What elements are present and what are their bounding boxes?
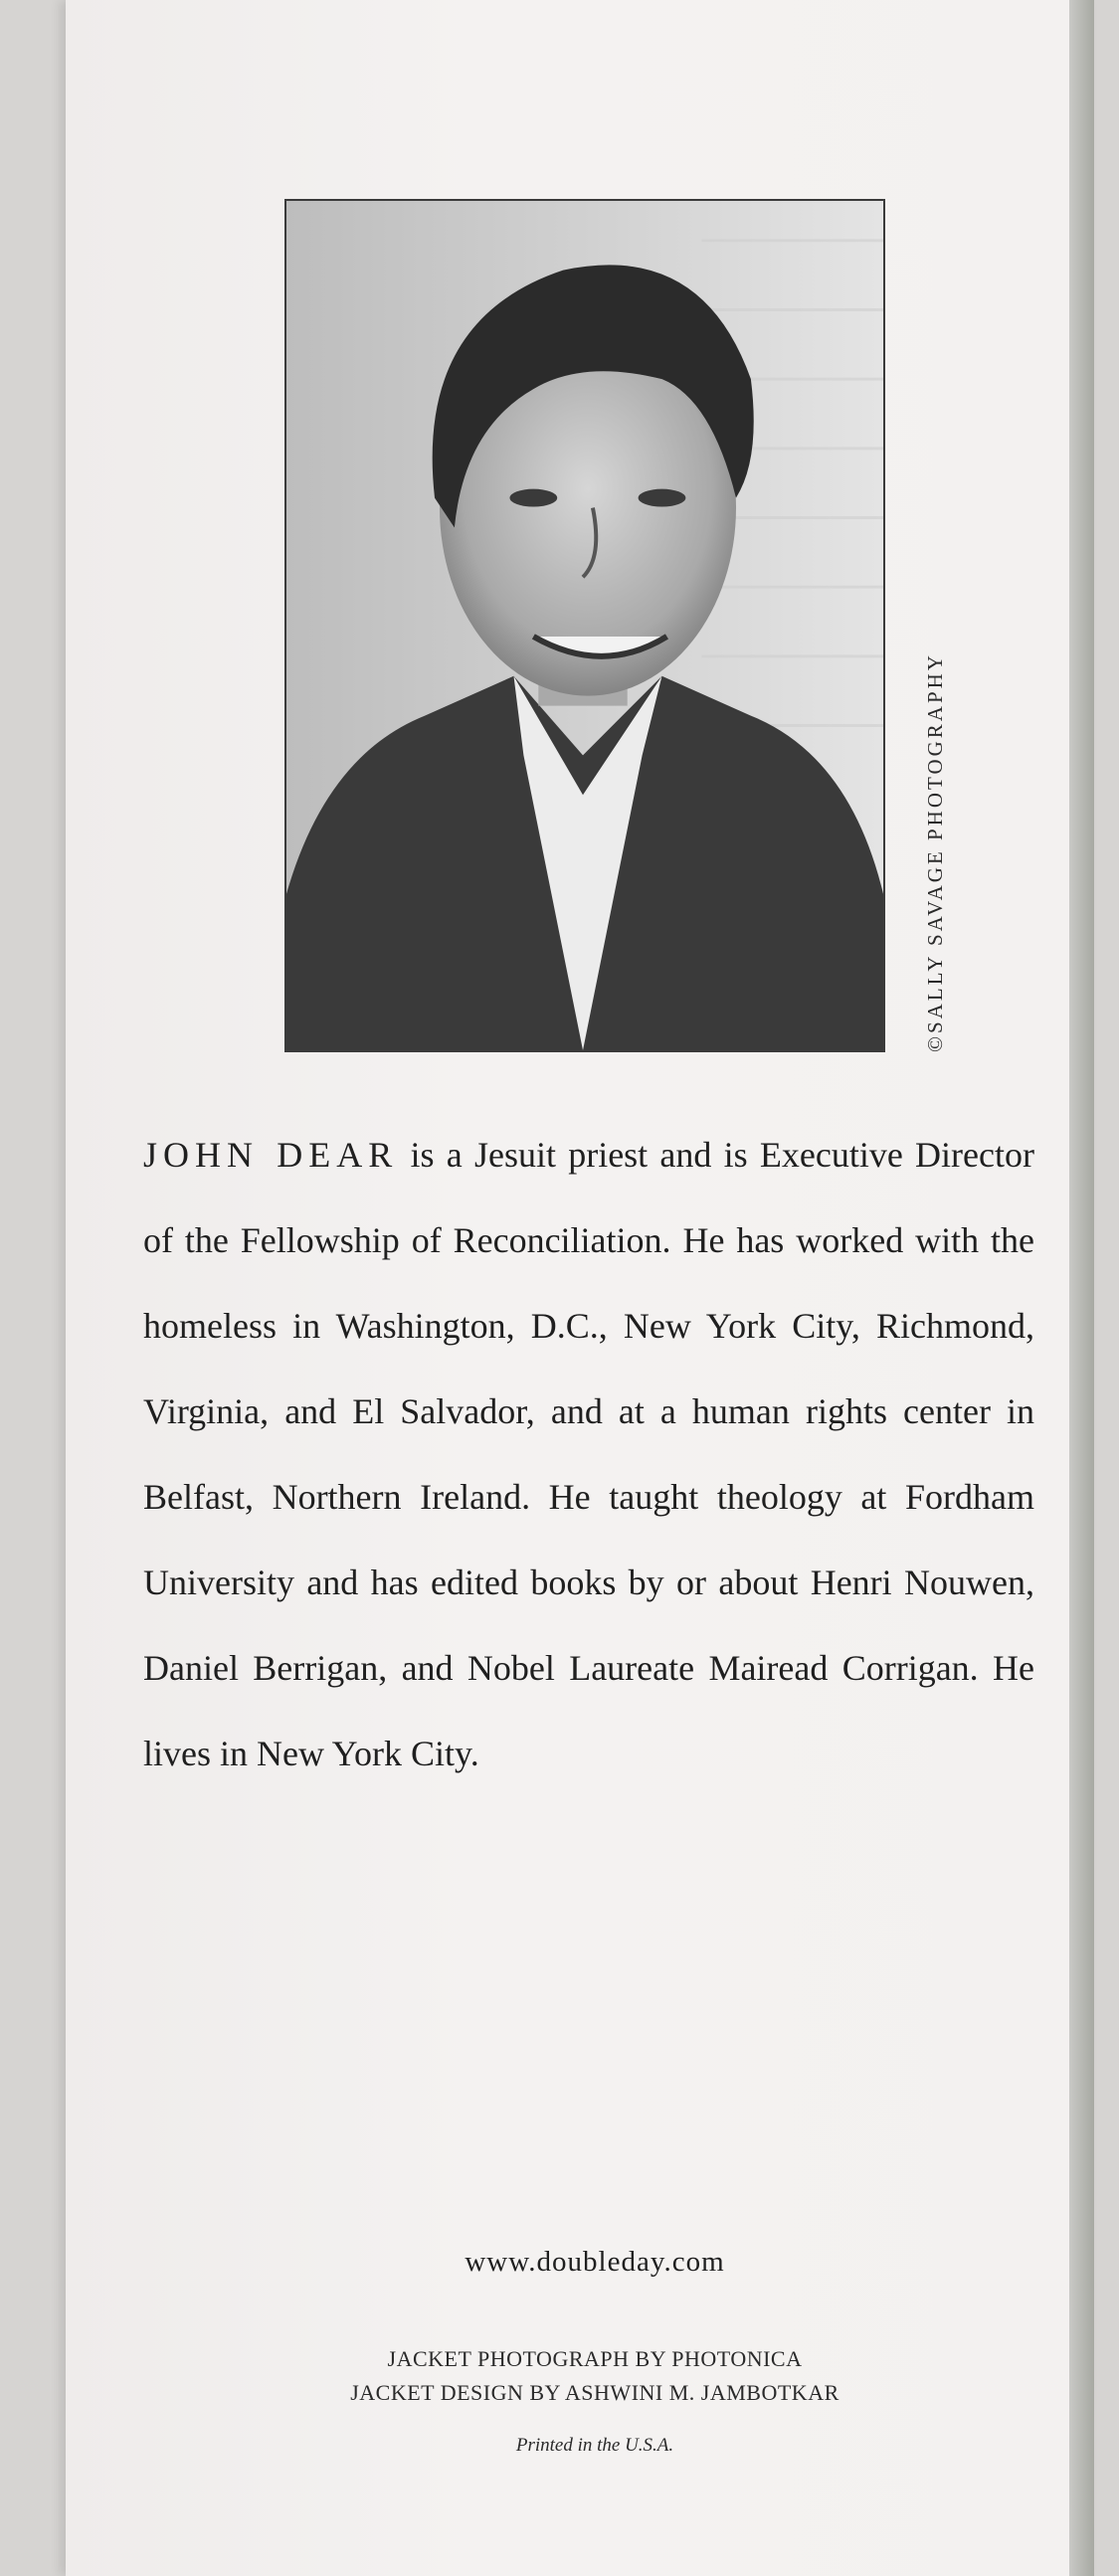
author-name: JOHN DEAR [143, 1135, 399, 1175]
jacket-edge [1069, 0, 1094, 2576]
publisher-website: www.doubleday.com [465, 2246, 725, 2278]
jacket-credits [0, 2342, 1119, 2410]
author-bio [143, 1112, 1034, 1796]
author-bio-text: is a Jesuit priest and is Executive Director of the Fellowship of Reconciliation. He has worked with the homeless in Washington, D.C., New York City, Richmond, Virginia, and El Salvador, and at a human rights center in Belfast, Northern Ireland. He taught theology at Fordham University and has edited books by or about Henri Nouwen, Daniel Berrigan, and Nobel Laureate Mairead Corrigan. He lives in New York City. [143, 1135, 1034, 1773]
jacket-design-credit: JACKET DESIGN BY ASHWINI M. JAMBOTKAR [350, 2380, 839, 2405]
printed-in: Printed in the U.S.A. [515, 2435, 674, 2456]
author-portrait-image [286, 201, 883, 1050]
author-photo [284, 199, 885, 1052]
jacket-photo-credit: JACKET PHOTOGRAPH BY PHOTONICA [387, 2346, 803, 2371]
photo-credit: ©SALLY SAVAGE PHOTOGRAPHY [923, 652, 947, 1052]
